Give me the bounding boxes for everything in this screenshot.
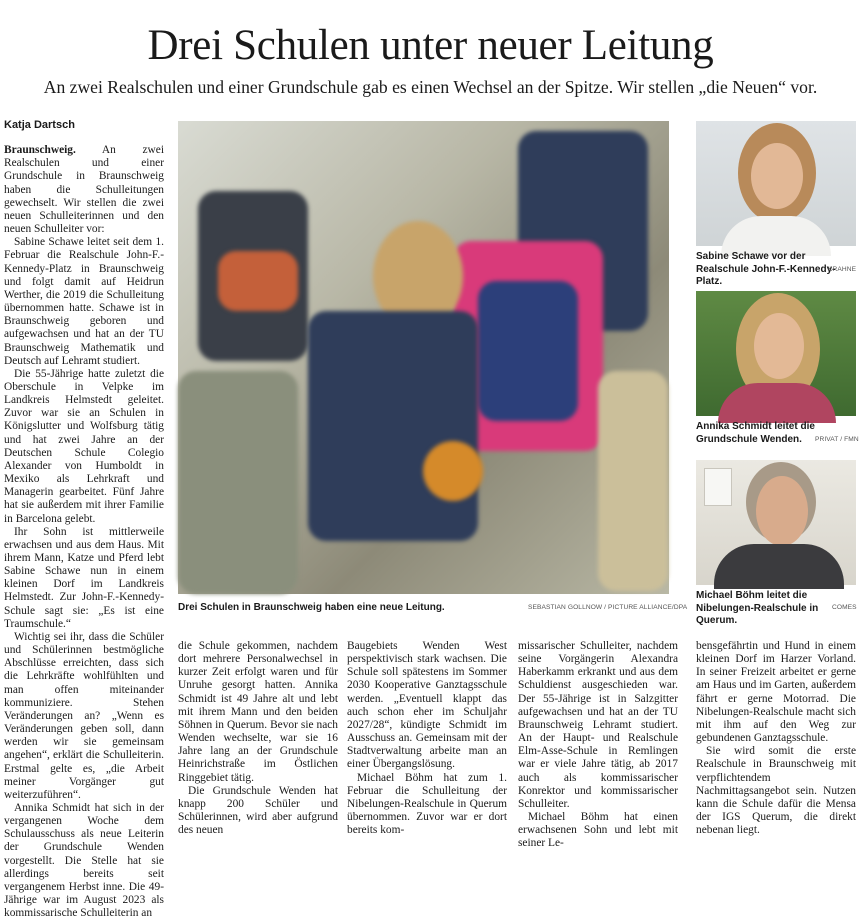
paragraph: die Schule gekommen, nachdem dort mehrere Personalwechsel in kurzer Zeit erfolgt waren und für Unruhe gesorgt hatten. Annika Schmidt ist 49 Jahre alt und lebt mit ihrem Mann und den beiden Söhnen in Querum. Bevor sie nach Wenden wechselte, war sie 16 Jahre lang an der Grundschule Heinrichstraße im Östlichen Ringgebiet tätig. [178,640,338,784]
paragraph: Sie wird somit die erste Realschule in Braunschweig mit verpflichtendem Nachmittagsangebot sein. Nutzen kann die Schule dafür die Mensa der IGS Querum, die direkt nebenan liegt. [696,745,856,837]
lead-text: An zwei Realschulen und einer Grundschule in Braunschweig haben die Schulleitungen gewechselt. Wir stellen die zwei neuen Schulleiterinnen und den neuen Schulleiter vor: [4,144,164,236]
paragraph: Michael Böhm hat zum 1. Februar die Schulleitung der Nibelungen-Realschule in Querum übernommen. Zuvor war er dort bereits kom- [347,771,507,837]
main-photo-caption: Drei Schulen in Braunschweig haben eine neue Leitung. [178,602,445,613]
article-subhead: An zwei Realschulen und einer Grundschule gab es einen Wechsel an der Spitze. Wir stellen „die Neuen“ vor. [43,77,818,97]
article-column-3 [347,640,507,837]
author-byline: Katja Dartsch [4,119,75,131]
paragraph: Die 55-Jährige hatte zuletzt die Oberschule in Velpke im Landkreis Helmstedt geleitet. Zuvor war sie an Schulen in Königslutter und Wolfsburg tätig und hat zwei Jahre an der Deutschen Schule Colegio Alexander von Humboldt in Mexiko als Lehrkraft und Managerin gearbeitet. Fünf Jahre hat sie außerdem mit ihrer Familie in Barcelona gelebt. [4,367,164,525]
main-photo-credit: SEBASTIAN GOLLNOW / PICTURE ALLIANCE/DPA [528,604,688,611]
dateline: Braunschweig. [4,144,76,157]
article-column-5 [696,640,856,837]
portrait-annika-schmidt [696,291,856,416]
paragraph: Die Grundschule Wenden hat knapp 200 Schüler und Schülerinnen, wird aber aufgrund des neuen [178,784,338,837]
paragraph: Wichtig sei ihr, dass die Schüler und Schülerinnen bestmögliche Abschlüsse erreichten, dass sich die Lehrkräfte wohlfühlten und man offen miteinander kommunizierе. Stehen Veränderungen an? „Wenn es Veränderungen geben soll, dann werden wir sie gemeinsam angehen“, erklärt die Schulleiterin. Erstmal gelte es, „die Arbeit meiner Vorgänger gut weiterzuführen“. [4,630,164,801]
article-column-1 [4,119,164,920]
portrait-1-credit: KRAHNE [828,266,857,273]
main-photo-schoolchildren-backpacks [178,121,669,594]
paragraph: Michael Böhm hat einen erwachsenen Sohn und lebt mit seiner Le- [518,811,678,850]
lead-paragraph [4,144,164,236]
paragraph: Sabine Schawe leitet seit dem 1. Februar die Realschule John-F.-Kennedy-Platz in Braunschweig und folgt damit auf Heidrun Werther, die 2019 die Schulleitung übernommen hatte. Schawe ist in Braunschweig geboren und aufgewachsen und hat an der TU Braunschweig Mathematik und Deutsch auf Lehramt studiert. [4,236,164,367]
portrait-2-caption: Annika Schmidt leitet die Grundschule Wenden. [696,421,815,445]
paragraph: Baugebiets Wenden West perspektivisch stark wachsen. Die Schule soll spätestens im Sommer 2030 Kooperative Ganztagsschule werden. „Eventuell klappt das auch schon eher im Schuljahr 2027/28“, kündigte Schmidt im Ausschuss an. Gemeinsam mit der Stadtverwaltung arbeite man an einer Übergangslösung. [347,640,507,771]
portrait-michael-boehm [696,460,856,585]
paragraph: missarischer Schulleiter, nachdem seine Vorgängerin Alexandra Haberkamm erkrankt und aus dem Schuldienst ausgeschieden war. Der 55-Jährige ist in Salzgitter aufgewachsen und hat an der TU Braunschweig Lehramt studiert. An der Haupt- und Realschule Elm-Asse-Schule in Remlingen war er viele Jahre tätig, ab 2017 auch als kommissarischer Konrektor und kommissarischer Schulleiter. [518,640,678,810]
paragraph: Ihr Sohn ist mittlerweile erwachsen und aus dem Haus. Mit ihrem Mann, Katze und Pferd lebt Sabine Schawe nun in einem kleinen Dorf im Landkreis Helmstedt. Zur John-F.-Kennedy-Schule sagt sie: „Es ist eine Traumschule.“ [4,525,164,630]
portrait-2-credit: PRIVAT / FMN [815,436,859,443]
portrait-sabine-schawe [696,121,856,246]
portrait-3-caption: Michael Böhm leitet die Nibelungen-Realschule in Querum. [696,590,819,626]
article-column-2 [178,640,338,837]
portrait-3-credit: COMES [832,604,857,611]
portrait-1-caption: Sabine Schawe vor der Realschule John-F.-Kennedy-Platz. [696,251,836,287]
article-headline: Drei Schulen unter neuer Leitung [147,22,714,69]
paragraph: Annika Schmidt hat sich in der vergangenen Woche dem Schulausschuss als neue Leiterin der Grundschule Wenden vorgestellt. Die Stelle hat sie allerdings bereits seit vergangenem Herbst inne. Die 49-Jährige war im August 2023 als kommissarische Schulleiterin an [4,801,164,920]
article-column-4 [518,640,678,850]
paragraph: bensgefährtin und Hund in einem kleinen Dorf im Harzer Vorland. In seiner Freizeit arbeitet er gerne am Haus und im Garten, außerdem fährt er gerne Motorrad. Die Nibelungen-Realschule macht sich mit ihm auf den Weg zur gebundenen Ganztagsschule. [696,640,856,745]
